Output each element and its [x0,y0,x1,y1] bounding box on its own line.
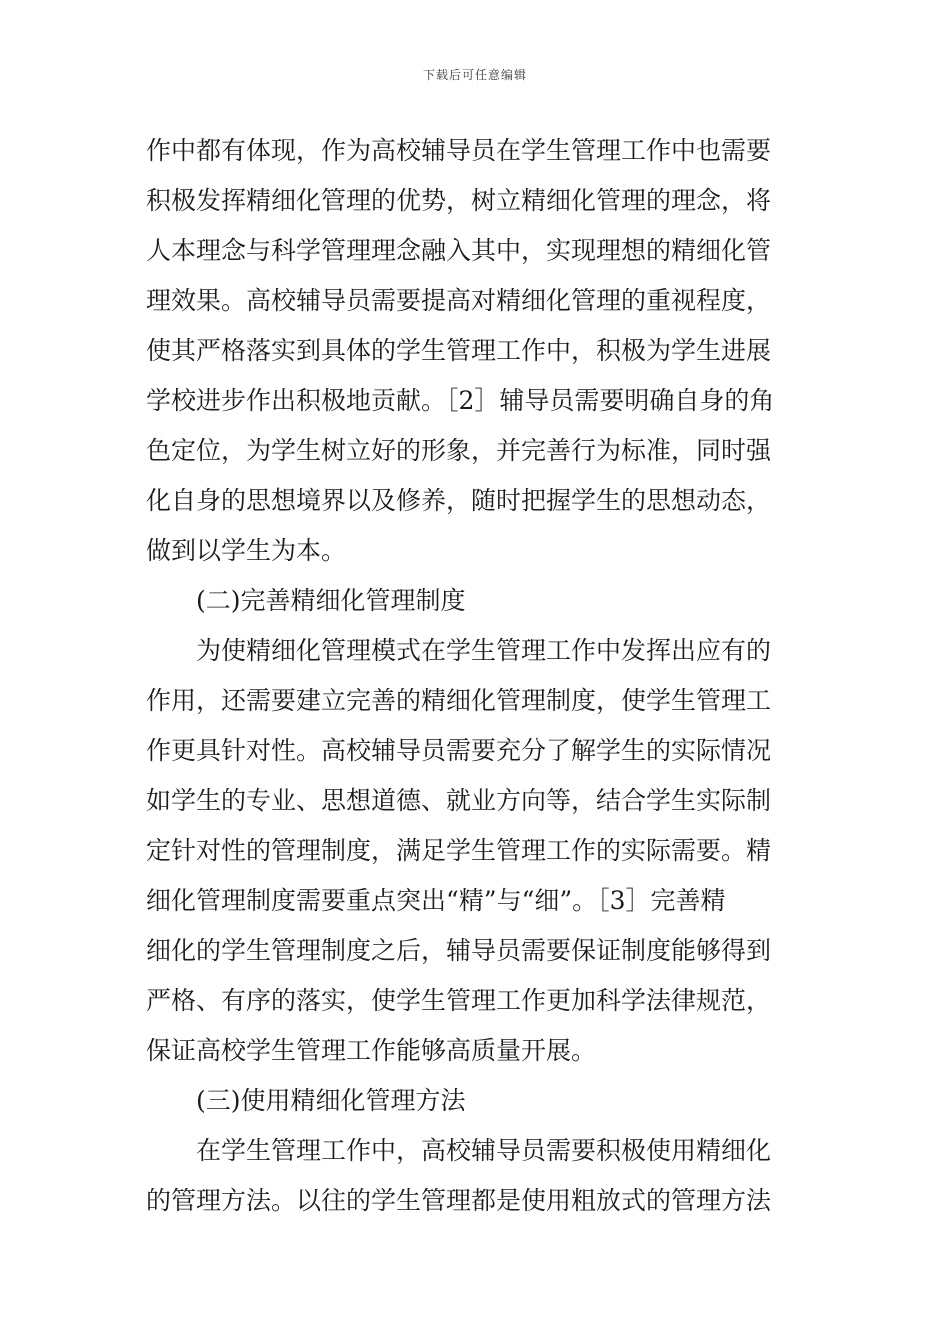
text-line: 细化的学生管理制度之后，辅导员需要保证制度能够得到 [146,936,772,965]
section-heading-2: (二)完善精细化管理制度 [196,586,466,615]
text-line: 人本理念与科学管理理念融入其中，实现理想的精细化管 [146,236,772,265]
text-line: 如学生的专业、思想道德、就业方向等，结合学生实际制 [146,786,772,815]
section-heading-3: (三)使用精细化管理方法 [196,1086,466,1115]
text-line: 细化管理制度需要重点突出“精”与“细”。［3］完善精 [146,886,726,915]
text-line: 作中都有体现，作为高校辅导员在学生管理工作中也需要 [146,136,772,165]
body-text [146,126,806,1226]
text-line: 化自身的思想境界以及修养，随时把握学生的思想动态， [146,486,772,515]
text-line: 保证高校学生管理工作能够高质量开展。 [146,1036,597,1065]
text-line: 严格、有序的落实，使学生管理工作更加科学法律规范， [146,986,772,1015]
text-line: 色定位，为学生树立好的形象，并完善行为标准，同时强 [146,436,772,465]
paragraph-start-line: 为使精细化管理模式在学生管理工作中发挥出应有的 [196,636,772,665]
text-line: 的管理方法。以往的学生管理都是使用粗放式的管理方法 [146,1186,772,1215]
text-line: 学校进步作出积极地贡献。［2］辅导员需要明确自身的角 [146,386,775,415]
text-line: 使其严格落实到具体的学生管理工作中，积极为学生进展 [146,336,772,365]
text-line: 做到以学生为本。 [146,536,347,565]
text-line: 作更具针对性。高校辅导员需要充分了解学生的实际情况 [146,736,772,765]
text-line: 定针对性的管理制度，满足学生管理工作的实际需要。精 [146,836,772,865]
paragraph-start-line: 在学生管理工作中，高校辅导员需要积极使用精细化 [196,1136,772,1165]
text-line: 作用，还需要建立完善的精细化管理制度，使学生管理工 [146,686,772,715]
page-header: 下载后可任意编辑 [422,68,527,82]
text-line: 理效果。高校辅导员需要提高对精细化管理的重视程度， [146,286,772,315]
text-line: 积极发挥精细化管理的优势，树立精细化管理的理念，将 [146,186,772,215]
